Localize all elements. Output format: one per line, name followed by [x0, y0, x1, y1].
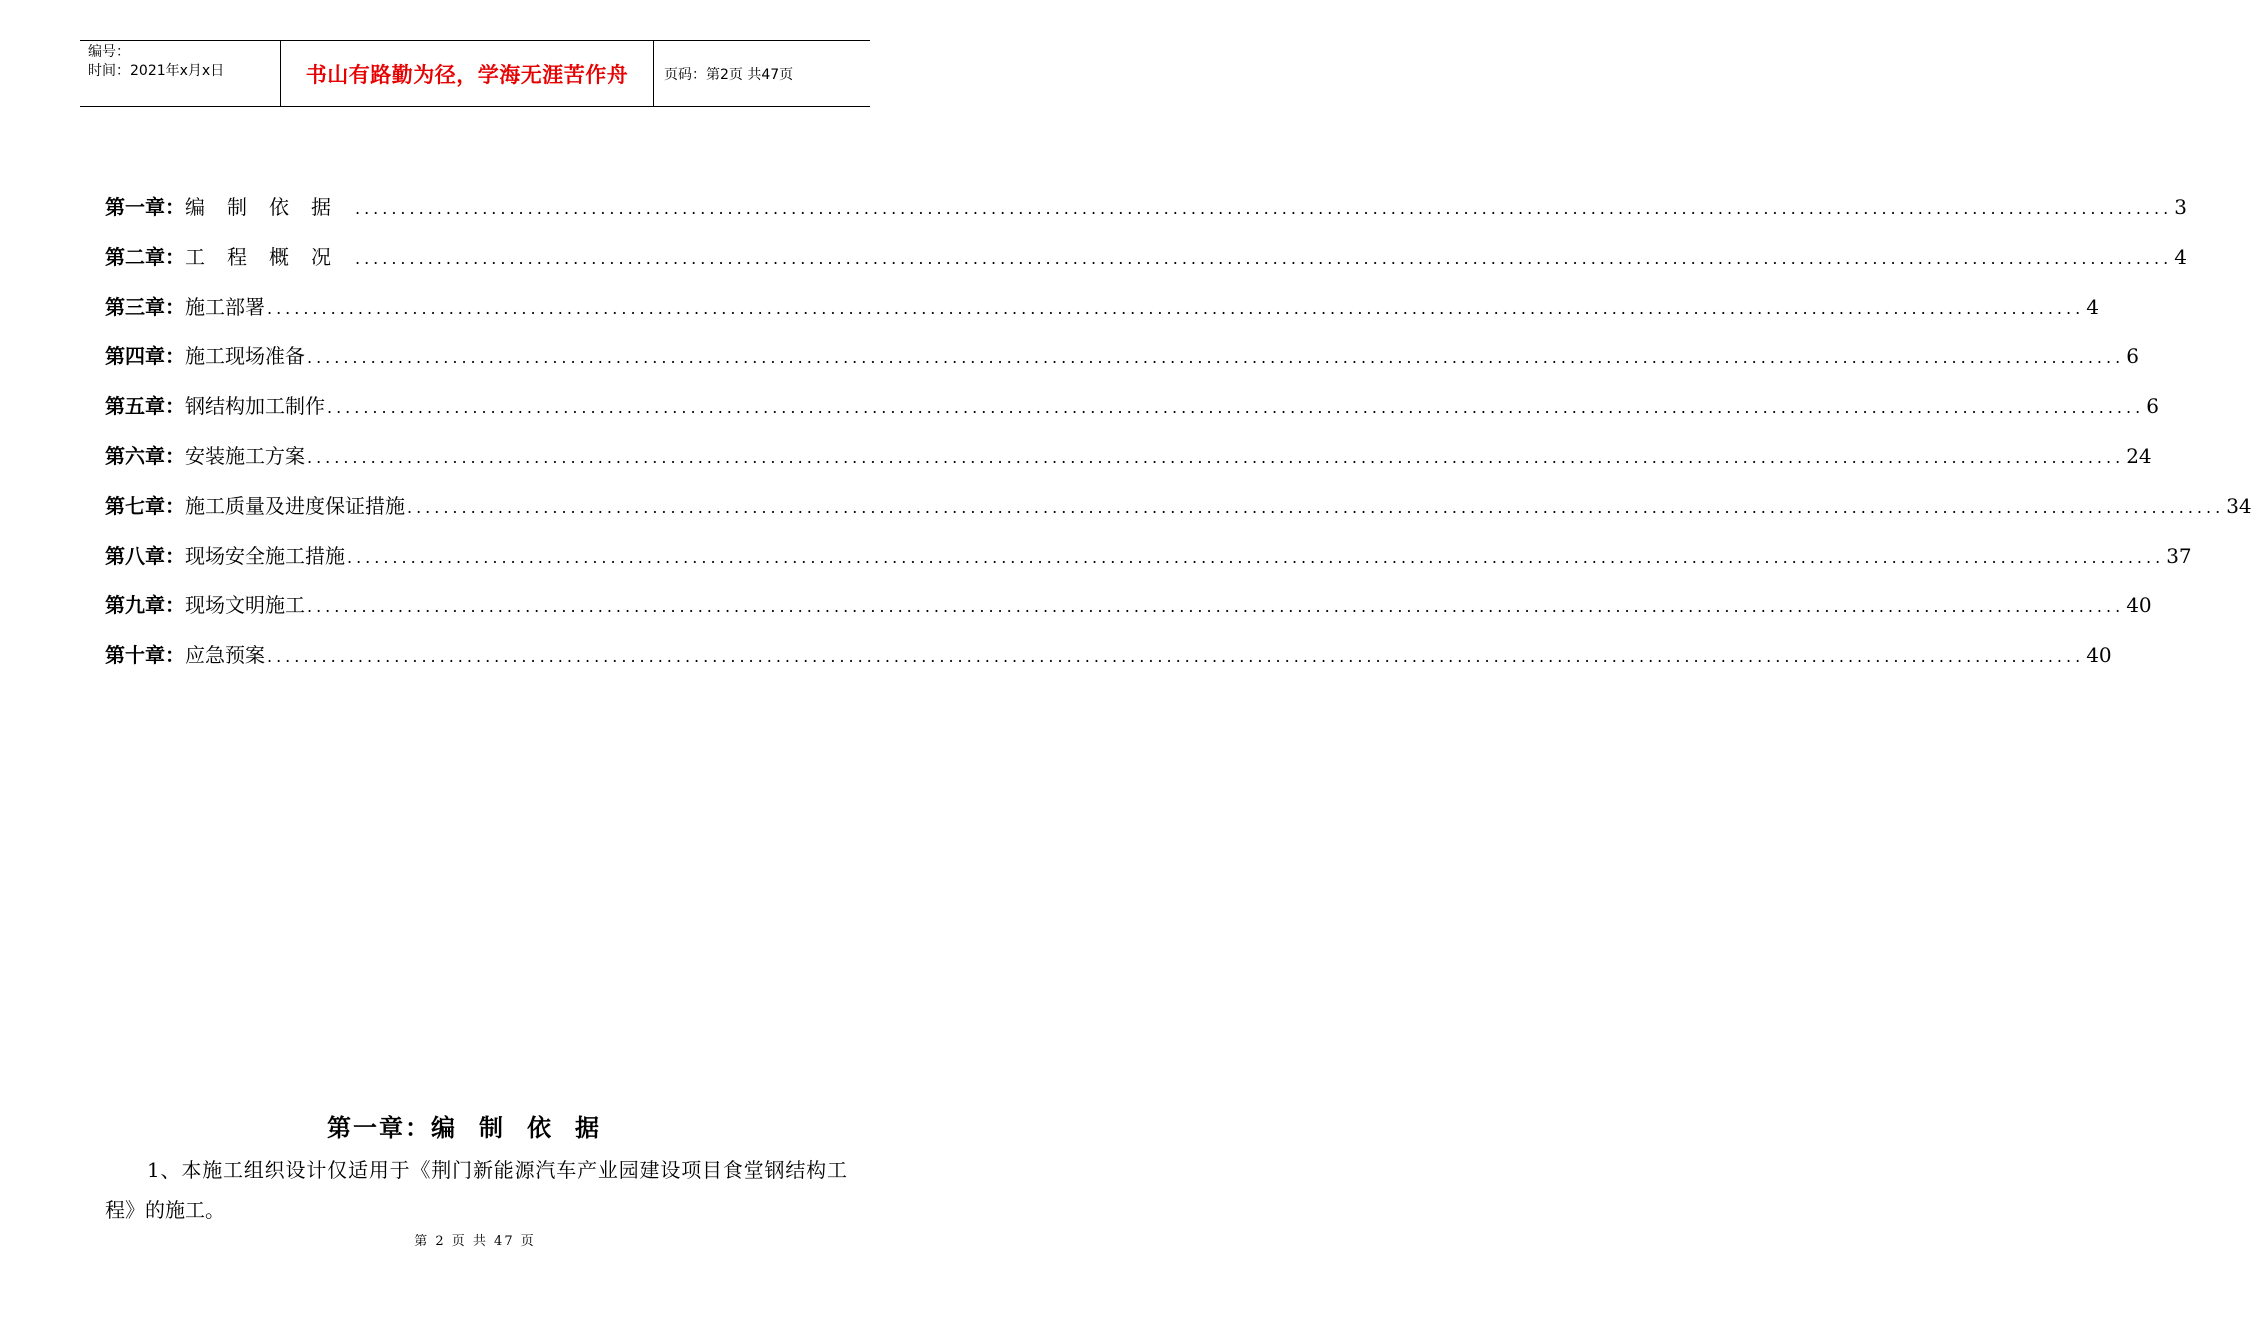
- table-of-contents: [105, 191, 2252, 689]
- toc-title: 施工部署: [185, 294, 265, 319]
- toc-entry[interactable]: [105, 191, 2187, 241]
- page-footer: 第 2 页 共 47 页: [414, 1234, 536, 1249]
- toc-leader-dots: ........................................................................................................................................................................................................: [347, 547, 2165, 567]
- toc-entry[interactable]: [105, 291, 2099, 341]
- toc-title: 安装施工方案: [185, 443, 305, 468]
- toc-page-number: 37: [2166, 543, 2192, 568]
- toc-page-number: 40: [2126, 593, 2152, 618]
- toc-entry[interactable]: [105, 390, 2159, 440]
- toc-page-number: 6: [2146, 394, 2159, 419]
- toc-leader-dots: ........................................................................................................................................................................................................: [355, 248, 2173, 268]
- header-motto: 书山有路勤为径，学海无涯苦作舟: [281, 41, 654, 106]
- toc-chapter-label: 第六章：: [105, 443, 185, 468]
- toc-title: 施工现场准备: [185, 344, 305, 369]
- toc-entry[interactable]: [105, 241, 2187, 291]
- toc-chapter-label: 第十章：: [105, 643, 185, 668]
- toc-leader-dots: ........................................................................................................................................................................................................: [267, 647, 2085, 667]
- toc-page-number: 4: [2086, 294, 2099, 319]
- toc-entry[interactable]: [105, 340, 2139, 390]
- toc-title: 钢结构加工制作: [185, 394, 325, 419]
- toc-leader-dots: ........................................................................................................................................................................................................: [307, 348, 2125, 368]
- toc-chapter-label: 第八章：: [105, 543, 185, 568]
- toc-leader-dots: ........................................................................................................................................................................................................: [267, 298, 2085, 318]
- toc-leader-dots: ........................................................................................................................................................................................................: [307, 447, 2125, 467]
- toc-chapter-label: 第七章：: [105, 493, 185, 518]
- toc-chapter-label: 第一章：: [105, 195, 185, 219]
- toc-page-number: 34: [2226, 493, 2252, 518]
- toc-title: 施工质量及进度保证措施: [185, 493, 405, 518]
- toc-title: 现场文明施工: [185, 593, 305, 618]
- toc-page-number: 40: [2086, 643, 2112, 668]
- toc-title: 现场安全施工措施: [185, 543, 345, 568]
- toc-page-number: 6: [2126, 344, 2139, 369]
- toc-entry[interactable]: [105, 540, 2192, 590]
- toc-leader-dots: ........................................................................................................................................................................................................: [327, 398, 2145, 418]
- toc-page-number: 4: [2174, 244, 2187, 269]
- section-heading: [0, 1108, 950, 1143]
- toc-page-number: 24: [2126, 443, 2152, 468]
- toc-chapter-label: 第三章：: [105, 294, 185, 319]
- toc-entry[interactable]: [105, 440, 2152, 490]
- toc-leader-dots: ........................................................................................................................................................................................................: [407, 497, 2225, 517]
- page-header: [80, 40, 870, 107]
- toc-chapter-label: 第九章：: [105, 593, 185, 618]
- header-number-label: 编号：: [88, 44, 130, 60]
- toc-entry[interactable]: [105, 490, 2252, 540]
- body-paragraph: 1、本施工组织设计仅适用于《荆门新能源汽车产业园建设项目食堂钢结构工程》的施工。: [105, 1158, 847, 1222]
- toc-entry[interactable]: [105, 639, 2112, 689]
- toc-entry[interactable]: [105, 589, 2152, 639]
- header-page-info: 页码：第2页 共47页: [664, 66, 794, 83]
- toc-leader-dots: ........................................................................................................................................................................................................: [355, 199, 2173, 218]
- toc-title: 编制依据: [185, 195, 353, 219]
- header-meta: [80, 41, 281, 106]
- toc-title: 工程概况: [185, 244, 353, 269]
- header-time-label: 时间：2021年x月x日: [88, 63, 225, 79]
- toc-chapter-label: 第四章：: [105, 344, 185, 369]
- toc-page-number: 3: [2174, 195, 2187, 219]
- toc-chapter-label: 第五章：: [105, 394, 185, 419]
- toc-chapter-label: 第二章：: [105, 244, 185, 269]
- toc-title: 应急预案: [185, 643, 265, 668]
- toc-leader-dots: ........................................................................................................................................................................................................: [307, 597, 2125, 617]
- section-title: 编制依据: [431, 1113, 623, 1142]
- section-chapter: 第一章：: [327, 1113, 431, 1142]
